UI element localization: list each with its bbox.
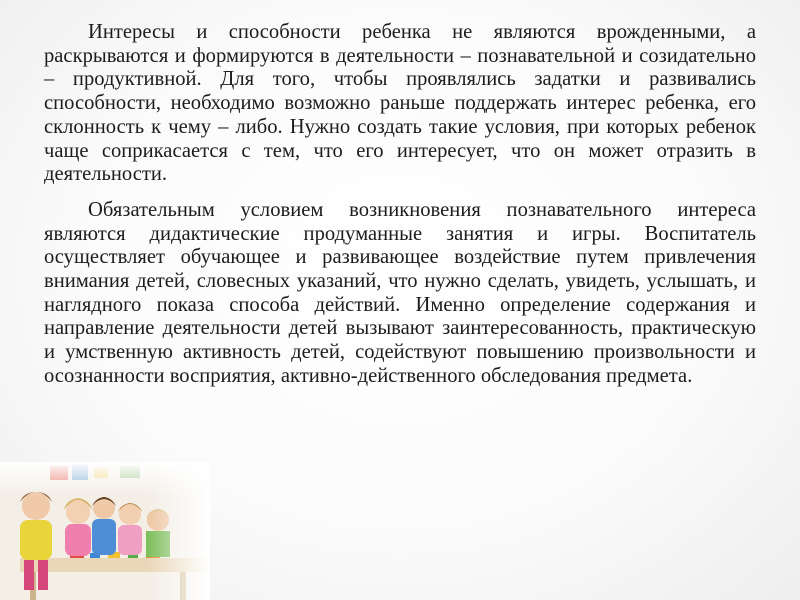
- paragraph-1: Интересы и способности ребенка не являются врожденными, а раскрываются и формируются в деятельности – познавательной и созидательно – продуктивной. Для того, чтобы проявлялись задатки и развивались способности, необходимо возможно раньше поддержать интерес ребенка, его склонность к чему – либо. Нужно создать такие условия, при которых ребенок чаще соприкасается с тем, что его интересует, что он может отразить в деятельности.: [44, 21, 756, 186]
- children-at-table-photo: [0, 462, 210, 600]
- paragraph-2: Обязательным условием возникновения познавательного интереса являются дидактические продуманные занятия и игры. Воспитатель осуществляет обучающее и развивающее воздействие путем привлечения внимания детей, словесных указаний, что нужно сделать, увидеть, услышать, и наглядного показа способа действий. Именно определение содержания и направление деятельности детей вызывают заинтересованность, практическую и умственную активность детей, содействуют повышению произвольности и осознанности восприятия, активно-действенного обследования предмета.: [44, 198, 756, 387]
- body-text: [44, 21, 756, 389]
